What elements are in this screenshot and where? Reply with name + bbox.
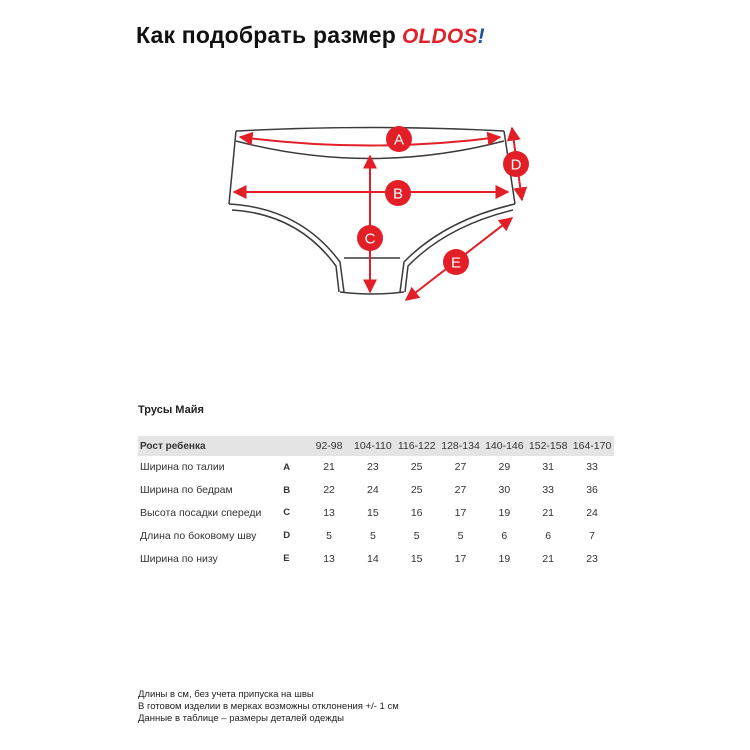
marker-b-label: B: [392, 185, 404, 203]
table-row: [138, 479, 614, 502]
table-cell: 27: [454, 484, 467, 497]
table-cell: 24: [586, 506, 598, 519]
row-letter: A: [283, 461, 291, 473]
size-column: 164-170: [572, 440, 612, 452]
brand-logo-mark: !: [477, 25, 485, 48]
marker-a: [386, 126, 412, 152]
marker-e: [443, 249, 469, 275]
table-cell: 15: [367, 506, 379, 519]
footnote-line: Длины в см, без учета припуска на швы: [138, 689, 314, 700]
marker-d-label: D: [510, 156, 522, 174]
table-cell: 15: [410, 552, 423, 565]
brand-logo-text: OLDOS: [401, 25, 478, 48]
underwear-measurement-diagram: [0, 0, 750, 340]
table-cell: 29: [498, 461, 511, 474]
table-cell: 7: [589, 529, 595, 542]
table-cell: 21: [542, 552, 555, 565]
size-column: 128-134: [441, 440, 480, 452]
table-cell: 5: [369, 529, 376, 542]
table-cell: 13: [323, 552, 335, 565]
table-cell: 24: [367, 484, 379, 497]
table-cell: 23: [586, 552, 598, 565]
marker-a-label: A: [393, 131, 405, 149]
size-table: [138, 436, 614, 570]
size-table-header: [138, 436, 614, 456]
table-cell: 5: [326, 529, 332, 542]
table-cell: 14: [367, 552, 379, 565]
table-cell: 13: [323, 506, 335, 519]
table-cell: 21: [542, 506, 555, 519]
table-cell: 36: [586, 484, 598, 497]
table-cell: 23: [367, 461, 379, 474]
table-row: [138, 502, 614, 525]
table-cell: 27: [454, 461, 467, 474]
size-column: 140-146: [485, 440, 524, 452]
table-cell: 33: [542, 484, 555, 497]
table-cell: 31: [542, 461, 555, 474]
table-cell: 5: [457, 529, 464, 542]
table-cell: 25: [410, 461, 423, 474]
table-row: [138, 524, 614, 547]
row-label: Высота посадки спереди: [140, 506, 262, 519]
row-letter: C: [283, 507, 291, 519]
header-label: Рост ребенка: [140, 440, 206, 452]
measure-line-a: [240, 137, 500, 146]
footnote-line: Данные в таблице – размеры деталей одежды: [138, 713, 344, 724]
row-letter: D: [283, 530, 291, 542]
size-column: 152-158: [528, 440, 568, 452]
garment-outline: [229, 128, 515, 295]
table-cell: 19: [498, 552, 511, 565]
table-cell: 19: [498, 506, 511, 519]
table-cell: 16: [410, 506, 423, 519]
table-cell: 6: [545, 529, 552, 542]
row-label: Ширина по низу: [140, 552, 218, 565]
table-row: [138, 547, 614, 570]
size-column: 104-110: [353, 440, 392, 452]
table-cell: 17: [454, 506, 467, 519]
table-cell: 6: [501, 529, 508, 542]
marker-b: [385, 180, 411, 206]
table-cell: 25: [410, 484, 423, 497]
table-cell: 5: [413, 529, 420, 542]
header-letter-spacer: [283, 436, 307, 456]
row-letter: B: [283, 484, 291, 496]
marker-d: [503, 151, 529, 177]
size-column: 116-122: [397, 440, 436, 452]
table-cell: 17: [454, 552, 467, 565]
table-row: [138, 456, 614, 479]
table-cell: 33: [586, 461, 598, 474]
footnotes: [138, 689, 399, 725]
table-cell: 21: [323, 461, 335, 474]
row-label: Ширина по талии: [140, 461, 225, 474]
row-label: Длина по боковому шву: [140, 529, 257, 542]
row-letter: E: [283, 553, 290, 565]
marker-c: [357, 225, 383, 251]
page-title-text: Как подобрать размер: [136, 22, 396, 48]
marker-c-label: C: [364, 230, 376, 248]
product-title: Трусы Майя: [138, 404, 204, 416]
footnote-line: В готовом изделии в мерках возможны отклонения +/- 1 см: [138, 701, 399, 712]
table-cell: 22: [323, 484, 335, 497]
table-cell: 30: [498, 484, 511, 497]
size-column: 92-98: [315, 440, 343, 452]
marker-e-label: E: [450, 254, 462, 272]
row-label: Ширина по бедрам: [140, 484, 233, 497]
